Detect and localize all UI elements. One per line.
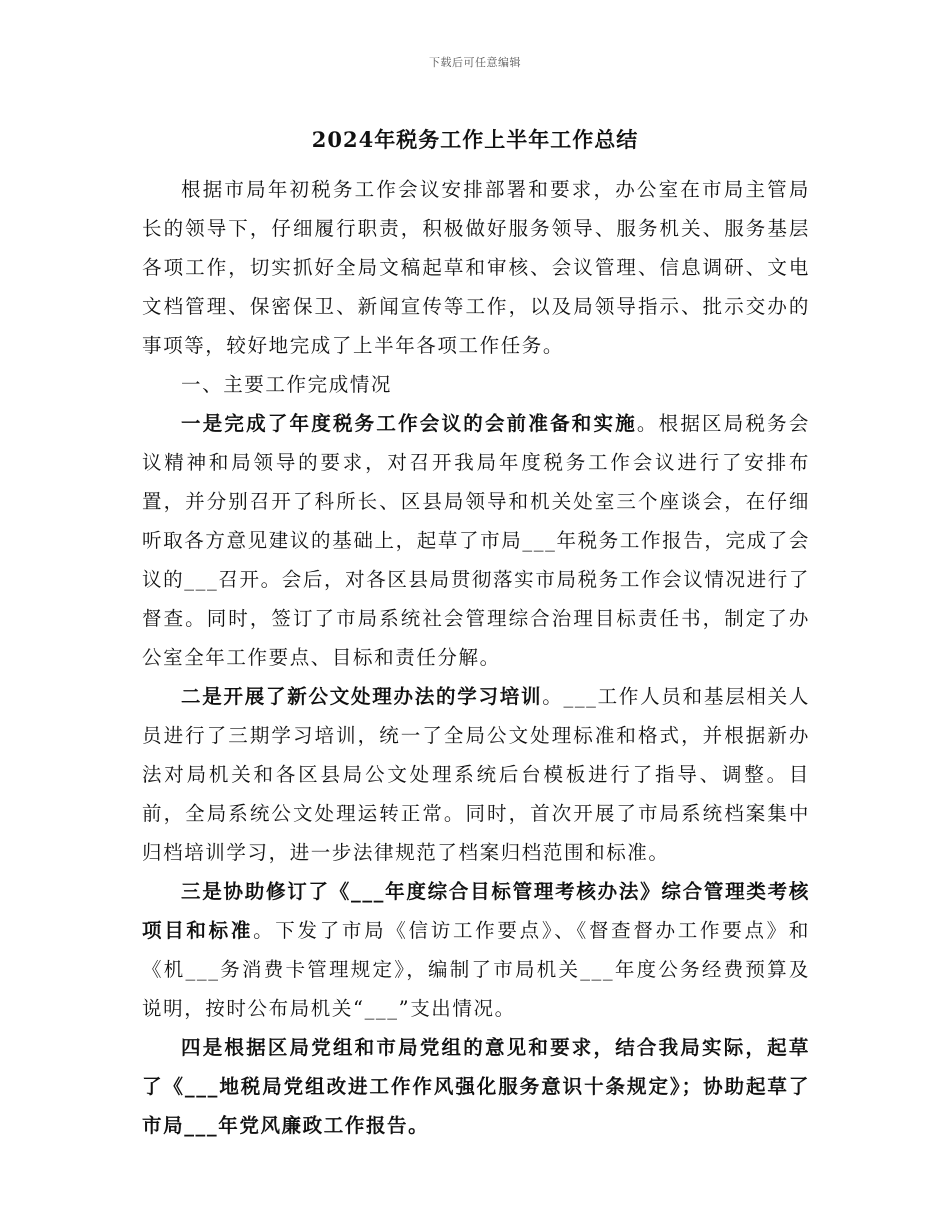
intro-paragraph: 根据市局年初税务工作会议安排部署和要求，办公室在市局主管局长的领导下，仔细履行职责，积极做好服务领导、服务机关、服务基层各项工作，切实抓好全局文稿起草和审核、会议管理、信息调研、文电文档管理、保密保卫、新闻宣传等工作，以及局领导指示、批示交办的事项等，较好地完成了上半年各项工作任务。	[142, 178, 810, 357]
paragraph-2-lead: 二是开展了新公文处理办法的学习培训	[181, 685, 543, 708]
paragraph-3-lead: 三是协助修订了《___年度综合目标管理考核办法》综合管理类考核项目和标准	[142, 880, 810, 942]
document-title: 2024年税务工作上半年工作总结	[311, 127, 639, 152]
paragraph-1	[142, 404, 810, 677]
paragraph-2-text: 。___工作人员和基层相关人员进行了三期学习培训，统一了全局公文处理标准和格式，并根据新办法对局机关和各区县局公文处理系统后台模板进行了指导、调整。目前，全局系统公文处理运转正常。同时，首次开展了市局系统档案集中归档培训学习，进一步法律规范了档案归档范围和标准。	[142, 685, 810, 864]
header-note: 下载后可任意编辑	[429, 56, 521, 69]
document-body	[142, 170, 810, 1145]
paragraph-3-text: 。下发了市局《信访工作要点》、《督查督办工作要点》和《机___务消费卡管理规定》，编制了市局机关___年度公务经费预算及说明，按时公布局机关“___”支出情况。	[142, 919, 810, 1020]
paragraph-1-lead: 一是完成了年度税务工作会议的会前准备和实施	[181, 412, 637, 435]
paragraph-1-text: 。根据区局税务会议精神和局领导的要求，对召开我局年度税务工作会议进行了安排布置，并分别召开了科所长、区县局领导和机关处室三个座谈会，在仔细听取各方意见建议的基础上，起草了市局___年税务工作报告，完成了会议的___召开。会后，对各区县局贯彻落实市局税务工作会议情况进行了督查。同时，签订了市局系统社会管理综合治理目标责任书，制定了办公室全年工作要点、目标和责任分解。	[142, 412, 810, 669]
paragraph-3	[142, 872, 810, 1028]
section-heading: 一、主要工作完成情况	[181, 373, 393, 396]
paragraph-2	[142, 677, 810, 872]
paragraph-4: 四是根据区局党组和市局党组的意见和要求，结合我局实际，起草了《___地税局党组改进工作作风强化服务意识十条规定》；协助起草了市局___年党风廉政工作报告。	[142, 1036, 810, 1137]
